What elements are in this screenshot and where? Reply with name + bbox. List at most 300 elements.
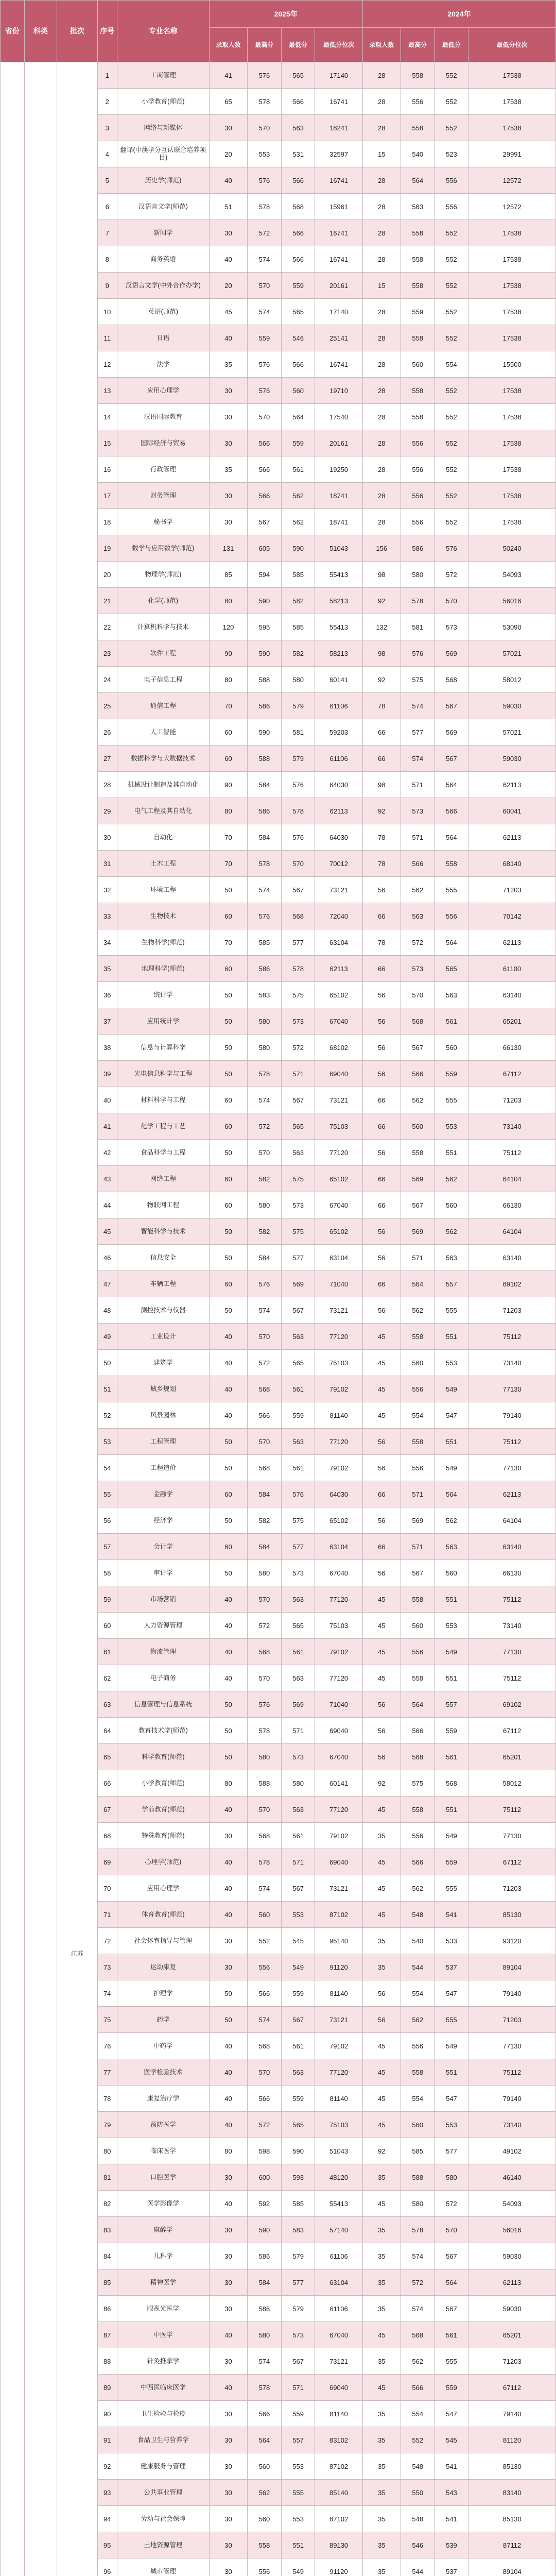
seq-cell: 54 — [97, 1455, 117, 1481]
rank-2024-cell: 17538 — [468, 299, 556, 325]
major-cell: 化学(师范) — [117, 588, 209, 614]
min-2025-cell: 572 — [281, 1035, 315, 1061]
min-2025-cell: 569 — [281, 1691, 315, 1718]
max-2024-cell: 558 — [401, 115, 435, 141]
min-2025-cell: 579 — [281, 2243, 315, 2269]
enroll-2025-cell: 60 — [209, 1192, 247, 1218]
rank-2025-cell: 16741 — [315, 351, 362, 378]
major-cell: 秘书学 — [117, 509, 209, 535]
enroll-2024-cell: 56 — [362, 1140, 401, 1166]
enroll-2025-cell: 35 — [209, 351, 247, 378]
max-2024-cell: 546 — [401, 2532, 435, 2558]
seq-cell: 13 — [97, 378, 117, 404]
min-2025-cell: 580 — [281, 1770, 315, 1797]
enroll-2024-cell: 45 — [362, 1797, 401, 1823]
rank-2024-cell: 64104 — [468, 1166, 556, 1192]
min-2025-cell: 579 — [281, 693, 315, 719]
max-2025-cell: 580 — [248, 2322, 282, 2348]
min-2024-cell: 563 — [435, 1245, 468, 1271]
rank-2025-cell: 68102 — [315, 1035, 362, 1061]
enroll-2024-cell: 98 — [362, 772, 401, 798]
enroll-2025-cell: 20 — [209, 141, 247, 167]
min-2024-cell: 547 — [435, 2086, 468, 2112]
rank-2025-cell: 87102 — [315, 2453, 362, 2480]
max-2024-cell: 575 — [401, 1770, 435, 1797]
enroll-2024-cell: 28 — [362, 299, 401, 325]
seq-cell: 66 — [97, 1770, 117, 1797]
enroll-2025-cell: 50 — [209, 1035, 247, 1061]
max-2025-cell: 570 — [248, 1140, 282, 1166]
rank-2024-cell: 64104 — [468, 1507, 556, 1534]
min-2024-cell: 537 — [435, 1954, 468, 1980]
seq-cell: 41 — [97, 1113, 117, 1140]
rank-2025-cell: 79102 — [315, 1823, 362, 1849]
seq-cell: 77 — [97, 2059, 117, 2086]
max-2025-cell: 556 — [248, 1954, 282, 1980]
min-2024-cell: 552 — [435, 456, 468, 483]
major-cell: 翻译(中澳学分互认联合培养项目) — [117, 141, 209, 167]
min-2024-cell: 553 — [435, 1113, 468, 1140]
enroll-2024-cell: 28 — [362, 167, 401, 194]
max-2025-cell: 584 — [248, 1245, 282, 1271]
max-2024-cell: 568 — [401, 1008, 435, 1035]
seq-cell: 22 — [97, 614, 117, 640]
max-2024-cell: 556 — [401, 509, 435, 535]
min-2024-cell: 551 — [435, 1429, 468, 1455]
max-2025-cell: 570 — [248, 1797, 282, 1823]
enroll-2024-cell: 45 — [362, 1665, 401, 1691]
min-2024-cell: 556 — [435, 167, 468, 194]
seq-cell: 68 — [97, 1823, 117, 1849]
max-2024-cell: 571 — [401, 1481, 435, 1507]
major-cell: 物流管理 — [117, 1639, 209, 1665]
enroll-2024-cell: 56 — [362, 1008, 401, 1035]
rank-2025-cell: 20161 — [315, 430, 362, 456]
max-2025-cell: 580 — [248, 1008, 282, 1035]
enroll-2024-cell: 35 — [362, 2217, 401, 2243]
enroll-2024-cell: 45 — [362, 2322, 401, 2348]
seq-cell: 5 — [97, 167, 117, 194]
min-2025-cell: 560 — [281, 378, 315, 404]
min-2025-cell: 555 — [281, 2480, 315, 2506]
enroll-2024-cell: 92 — [362, 2138, 401, 2164]
min-2024-cell: 565 — [435, 956, 468, 982]
enroll-2025-cell: 30 — [209, 2532, 247, 2558]
rank-2025-cell: 55413 — [315, 614, 362, 640]
major-cell: 金融学 — [117, 1481, 209, 1507]
enroll-2024-cell: 35 — [362, 2348, 401, 2375]
min-2024-cell: 561 — [435, 1744, 468, 1770]
max-2025-cell: 586 — [248, 2243, 282, 2269]
rank-2024-cell: 57021 — [468, 719, 556, 745]
min-2024-cell: 555 — [435, 1087, 468, 1113]
major-cell: 运动康复 — [117, 1954, 209, 1980]
max-2025-cell: 560 — [248, 1902, 282, 1928]
rank-2025-cell: 73121 — [315, 2348, 362, 2375]
rank-2024-cell: 59030 — [468, 2243, 556, 2269]
max-2025-cell: 566 — [248, 1980, 282, 2007]
max-2024-cell: 554 — [401, 2401, 435, 2427]
max-2024-cell: 577 — [401, 719, 435, 745]
enroll-2025-cell: 40 — [209, 1350, 247, 1376]
enroll-2024-cell: 28 — [362, 378, 401, 404]
rank-2024-cell: 63140 — [468, 982, 556, 1008]
max-2024-cell: 571 — [401, 772, 435, 798]
max-2024-cell: 562 — [401, 1087, 435, 1113]
rank-2025-cell: 77120 — [315, 2059, 362, 2086]
enroll-2024-cell: 132 — [362, 614, 401, 640]
min-2025-cell: 567 — [281, 1297, 315, 1324]
enroll-2025-cell: 70 — [209, 929, 247, 956]
max-2024-cell: 559 — [401, 299, 435, 325]
rank-2025-cell: 71040 — [315, 1271, 362, 1297]
major-cell: 数据科学与大数据技术 — [117, 745, 209, 772]
max-2025-cell: 598 — [248, 2138, 282, 2164]
rank-2025-cell: 65102 — [315, 1218, 362, 1245]
enroll-2025-cell: 131 — [209, 535, 247, 562]
header-major: 专业名称 — [117, 1, 209, 62]
enroll-2025-cell: 80 — [209, 2138, 247, 2164]
enroll-2024-cell: 98 — [362, 562, 401, 588]
major-cell: 电子商务 — [117, 1665, 209, 1691]
seq-cell: 50 — [97, 1350, 117, 1376]
min-2025-cell: 563 — [281, 1665, 315, 1691]
enroll-2025-cell: 50 — [209, 1718, 247, 1744]
rank-2024-cell: 15500 — [468, 351, 556, 378]
min-2025-cell: 573 — [281, 1560, 315, 1586]
seq-cell: 56 — [97, 1507, 117, 1534]
enroll-2025-cell: 40 — [209, 246, 247, 273]
rank-2025-cell: 79102 — [315, 1639, 362, 1665]
enroll-2025-cell: 80 — [209, 588, 247, 614]
enroll-2025-cell: 50 — [209, 2007, 247, 2033]
major-cell: 地理科学(师范) — [117, 956, 209, 982]
max-2024-cell: 548 — [401, 1902, 435, 1928]
min-2025-cell: 565 — [281, 1350, 315, 1376]
major-cell: 电子信息工程 — [117, 667, 209, 693]
max-2024-cell: 556 — [401, 1639, 435, 1665]
rank-2024-cell: 62113 — [468, 2269, 556, 2296]
max-2025-cell: 590 — [248, 588, 282, 614]
max-2025-cell: 572 — [248, 1113, 282, 1140]
rank-2025-cell: 89130 — [315, 2532, 362, 2558]
major-cell: 中医学 — [117, 2322, 209, 2348]
major-cell: 口腔医学 — [117, 2164, 209, 2191]
enroll-2025-cell: 35 — [209, 456, 247, 483]
max-2025-cell: 566 — [248, 456, 282, 483]
rank-2024-cell: 66130 — [468, 1560, 556, 1586]
enroll-2025-cell: 50 — [209, 1980, 247, 2007]
enroll-2025-cell: 30 — [209, 115, 247, 141]
rank-2024-cell: 83140 — [468, 2480, 556, 2506]
min-2024-cell: 552 — [435, 509, 468, 535]
min-2024-cell: 552 — [435, 299, 468, 325]
seq-cell: 3 — [97, 115, 117, 141]
seq-cell: 11 — [97, 325, 117, 351]
enroll-2024-cell: 28 — [362, 404, 401, 430]
seq-cell: 7 — [97, 220, 117, 246]
enroll-2024-cell: 56 — [362, 1718, 401, 1744]
rank-2024-cell: 71203 — [468, 2007, 556, 2033]
max-2024-cell: 558 — [401, 325, 435, 351]
enroll-2025-cell: 30 — [209, 2269, 247, 2296]
max-2025-cell: 576 — [248, 378, 282, 404]
enroll-2024-cell: 56 — [362, 2007, 401, 2033]
min-2024-cell: 560 — [435, 1035, 468, 1061]
enroll-2024-cell: 66 — [362, 1192, 401, 1218]
enroll-2025-cell: 30 — [209, 220, 247, 246]
max-2024-cell: 580 — [401, 562, 435, 588]
group-province-cell — [1, 62, 25, 2576]
major-cell: 土地资源管理 — [117, 2532, 209, 2558]
enroll-2024-cell: 28 — [362, 430, 401, 456]
min-2025-cell: 561 — [281, 2033, 315, 2059]
rank-2024-cell: 58012 — [468, 667, 556, 693]
min-2025-cell: 575 — [281, 1218, 315, 1245]
seq-cell: 70 — [97, 1875, 117, 1902]
min-2024-cell: 541 — [435, 1902, 468, 1928]
enroll-2024-cell: 15 — [362, 273, 401, 299]
max-2025-cell: 584 — [248, 772, 282, 798]
rank-2025-cell: 17140 — [315, 62, 362, 89]
enroll-2024-cell: 45 — [362, 2033, 401, 2059]
rank-2024-cell: 17538 — [468, 220, 556, 246]
min-2025-cell: 571 — [281, 2375, 315, 2401]
seq-cell: 4 — [97, 141, 117, 167]
max-2024-cell: 566 — [401, 1061, 435, 1087]
rank-2025-cell: 73121 — [315, 2007, 362, 2033]
enroll-2024-cell: 45 — [362, 2059, 401, 2086]
enroll-2025-cell: 50 — [209, 1429, 247, 1455]
rank-2024-cell: 66130 — [468, 1192, 556, 1218]
major-cell: 通信工程 — [117, 693, 209, 719]
max-2025-cell: 574 — [248, 2007, 282, 2033]
rank-2024-cell: 75112 — [468, 1140, 556, 1166]
enroll-2025-cell: 50 — [209, 1455, 247, 1481]
major-cell: 麻醉学 — [117, 2217, 209, 2243]
max-2024-cell: 556 — [401, 1455, 435, 1481]
seq-cell: 30 — [97, 824, 117, 851]
min-2025-cell: 561 — [281, 1455, 315, 1481]
major-cell: 教育技术学(师范) — [117, 1718, 209, 1744]
seq-cell: 90 — [97, 2401, 117, 2427]
enroll-2025-cell: 65 — [209, 89, 247, 115]
rank-2025-cell: 67040 — [315, 2322, 362, 2348]
seq-cell: 40 — [97, 1087, 117, 1113]
max-2025-cell: 564 — [248, 2427, 282, 2453]
rank-2024-cell: 66130 — [468, 1035, 556, 1061]
max-2025-cell: 566 — [248, 1402, 282, 1429]
major-cell: 劳动与社会保障 — [117, 2506, 209, 2532]
major-cell: 眼视光医学 — [117, 2296, 209, 2322]
rank-2024-cell: 71203 — [468, 1297, 556, 1324]
max-2024-cell: 558 — [401, 2059, 435, 2086]
min-2025-cell: 593 — [281, 2164, 315, 2191]
rank-2024-cell: 56016 — [468, 2217, 556, 2243]
min-2024-cell: 551 — [435, 1586, 468, 1613]
header-seq: 序号 — [97, 1, 117, 62]
max-2024-cell: 558 — [401, 404, 435, 430]
rank-2025-cell: 65102 — [315, 1507, 362, 1534]
rank-2024-cell: 75112 — [468, 1586, 556, 1613]
max-2024-cell: 558 — [401, 1586, 435, 1613]
min-2024-cell: 552 — [435, 89, 468, 115]
enroll-2024-cell: 35 — [362, 2506, 401, 2532]
min-2025-cell: 559 — [281, 1980, 315, 2007]
max-2025-cell: 594 — [248, 562, 282, 588]
min-2025-cell: 557 — [281, 2427, 315, 2453]
rank-2024-cell: 71203 — [468, 1087, 556, 1113]
rank-2025-cell: 69040 — [315, 1718, 362, 1744]
major-cell: 公共事业管理 — [117, 2480, 209, 2506]
enroll-2024-cell: 56 — [362, 1980, 401, 2007]
enroll-2024-cell: 92 — [362, 588, 401, 614]
rank-2025-cell: 83102 — [315, 2427, 362, 2453]
enroll-2025-cell: 30 — [209, 2453, 247, 2480]
major-cell: 机械设计制造及其自动化 — [117, 772, 209, 798]
enroll-2025-cell: 40 — [209, 1665, 247, 1691]
min-2025-cell: 565 — [281, 299, 315, 325]
max-2024-cell: 558 — [401, 246, 435, 273]
seq-cell: 96 — [97, 2558, 117, 2576]
seq-cell: 88 — [97, 2348, 117, 2375]
max-2025-cell: 560 — [248, 2453, 282, 2480]
enroll-2024-cell: 56 — [362, 1035, 401, 1061]
max-2024-cell: 548 — [401, 2453, 435, 2480]
rank-2025-cell: 69040 — [315, 2375, 362, 2401]
seq-cell: 73 — [97, 1954, 117, 1980]
enroll-2025-cell: 50 — [209, 1140, 247, 1166]
min-2024-cell: 572 — [435, 562, 468, 588]
rank-2025-cell: 63104 — [315, 2269, 362, 2296]
enroll-2024-cell: 56 — [362, 1061, 401, 1087]
enroll-2024-cell: 35 — [362, 2558, 401, 2576]
seq-cell: 42 — [97, 1140, 117, 1166]
enroll-2024-cell: 15 — [362, 141, 401, 167]
max-2024-cell: 567 — [401, 1192, 435, 1218]
seq-cell: 35 — [97, 956, 117, 982]
major-cell: 市场营销 — [117, 1586, 209, 1613]
major-cell: 城乡规划 — [117, 1376, 209, 1402]
header-min-2024: 最低分 — [435, 28, 468, 62]
max-2025-cell: 582 — [248, 1218, 282, 1245]
enroll-2025-cell: 40 — [209, 167, 247, 194]
seq-cell: 23 — [97, 640, 117, 667]
rank-2025-cell: 73121 — [315, 877, 362, 903]
min-2025-cell: 577 — [281, 1534, 315, 1560]
major-cell: 汉语言文学(师范) — [117, 194, 209, 220]
min-2025-cell: 549 — [281, 2558, 315, 2576]
enroll-2025-cell: 50 — [209, 1507, 247, 1534]
min-2024-cell: 556 — [435, 194, 468, 220]
rank-2024-cell: 17538 — [468, 509, 556, 535]
min-2025-cell: 563 — [281, 1797, 315, 1823]
rank-2024-cell: 17538 — [468, 115, 556, 141]
min-2025-cell: 568 — [281, 194, 315, 220]
rank-2025-cell: 63104 — [315, 1245, 362, 1271]
min-2025-cell: 553 — [281, 2453, 315, 2480]
rank-2024-cell: 77130 — [468, 1639, 556, 1665]
min-2025-cell: 582 — [281, 640, 315, 667]
max-2024-cell: 586 — [401, 535, 435, 562]
max-2025-cell: 576 — [248, 903, 282, 929]
min-2024-cell: 551 — [435, 2059, 468, 2086]
seq-cell: 17 — [97, 483, 117, 509]
rank-2025-cell: 73121 — [315, 1875, 362, 1902]
min-2025-cell: 561 — [281, 1823, 315, 1849]
rank-2024-cell: 53090 — [468, 614, 556, 640]
header-min-2025: 最低分 — [281, 28, 315, 62]
max-2024-cell: 569 — [401, 1166, 435, 1192]
max-2024-cell: 560 — [401, 2112, 435, 2138]
rank-2025-cell: 55413 — [315, 2191, 362, 2217]
max-2024-cell: 556 — [401, 430, 435, 456]
max-2024-cell: 558 — [401, 273, 435, 299]
enroll-2024-cell: 35 — [362, 1823, 401, 1849]
seq-cell: 26 — [97, 719, 117, 745]
max-2025-cell: 605 — [248, 535, 282, 562]
max-2024-cell: 573 — [401, 956, 435, 982]
max-2024-cell: 562 — [401, 2007, 435, 2033]
rank-2025-cell: 79102 — [315, 2033, 362, 2059]
max-2024-cell: 540 — [401, 1928, 435, 1954]
min-2024-cell: 549 — [435, 1376, 468, 1402]
rank-2025-cell: 63104 — [315, 1534, 362, 1560]
rank-2025-cell: 16741 — [315, 89, 362, 115]
max-2025-cell: 582 — [248, 1507, 282, 1534]
enroll-2024-cell: 66 — [362, 745, 401, 772]
max-2025-cell: 586 — [248, 2296, 282, 2322]
major-cell: 预防医学 — [117, 2112, 209, 2138]
rank-2025-cell: 87102 — [315, 1902, 362, 1928]
rank-2025-cell: 62113 — [315, 956, 362, 982]
enroll-2024-cell: 35 — [362, 2453, 401, 2480]
enroll-2024-cell: 35 — [362, 2427, 401, 2453]
min-2025-cell: 590 — [281, 535, 315, 562]
max-2024-cell: 558 — [401, 1140, 435, 1166]
major-cell: 工程管理 — [117, 1429, 209, 1455]
seq-cell: 32 — [97, 877, 117, 903]
enroll-2025-cell: 30 — [209, 1954, 247, 1980]
major-cell: 国际经济与贸易 — [117, 430, 209, 456]
rank-2025-cell: 18741 — [315, 509, 362, 535]
min-2024-cell: 556 — [435, 903, 468, 929]
major-cell: 社会体育指导与管理 — [117, 1928, 209, 1954]
rank-2025-cell: 61106 — [315, 2296, 362, 2322]
min-2024-cell: 562 — [435, 1166, 468, 1192]
min-2024-cell: 539 — [435, 2532, 468, 2558]
min-2025-cell: 578 — [281, 956, 315, 982]
major-cell: 环境工程 — [117, 877, 209, 903]
rank-2025-cell: 81140 — [315, 2401, 362, 2427]
rank-2024-cell: 65201 — [468, 1744, 556, 1770]
enroll-2025-cell: 60 — [209, 1087, 247, 1113]
min-2024-cell: 560 — [435, 1560, 468, 1586]
min-2024-cell: 552 — [435, 220, 468, 246]
min-2025-cell: 553 — [281, 1902, 315, 1928]
seq-cell: 44 — [97, 1192, 117, 1218]
min-2024-cell: 580 — [435, 2164, 468, 2191]
max-2024-cell: 566 — [401, 1849, 435, 1875]
major-cell: 心理学(师范) — [117, 1849, 209, 1875]
enroll-2025-cell: 50 — [209, 1297, 247, 1324]
min-2025-cell: 565 — [281, 1613, 315, 1639]
enroll-2024-cell: 35 — [362, 1928, 401, 1954]
max-2024-cell: 560 — [401, 1113, 435, 1140]
max-2024-cell: 558 — [401, 1665, 435, 1691]
max-2024-cell: 544 — [401, 2558, 435, 2576]
enroll-2025-cell: 80 — [209, 667, 247, 693]
